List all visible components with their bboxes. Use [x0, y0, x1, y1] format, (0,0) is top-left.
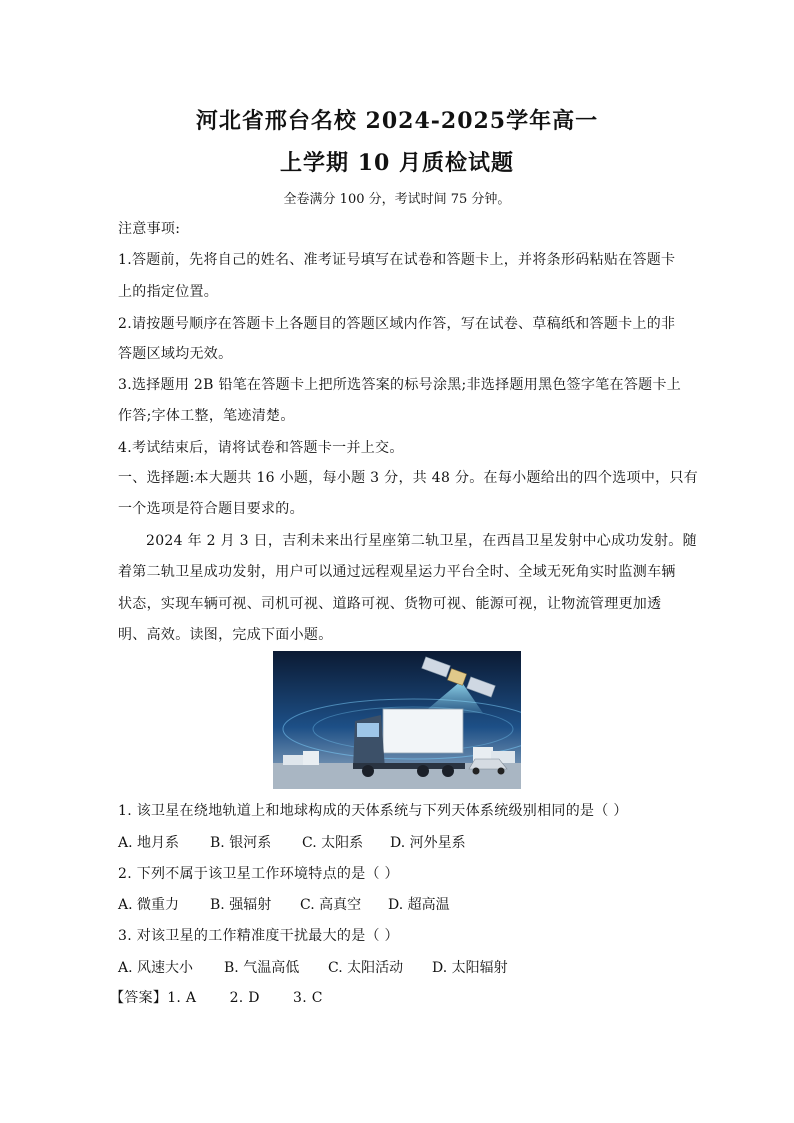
option-b: B. 强辐射	[210, 897, 272, 913]
section-heading: 一、选择题:本大题共 16 小题，每小题 3 分，共 48 分。在每小题给出的四个选项中，只有	[118, 470, 699, 486]
note-line: 1.答题前，先将自己的姓名、准考证号填写在试卷和答题卡上，并将条形码粘贴在答题卡	[118, 252, 676, 268]
question-1-options	[118, 832, 466, 852]
note-line: 上的指定位置。	[118, 284, 219, 300]
option-b: B. 气温高低	[224, 960, 300, 976]
option-a: A. 风速大小	[118, 960, 194, 976]
question-3-options	[118, 957, 508, 977]
truck-icon	[353, 709, 465, 777]
option-c: C. 太阳活动	[328, 960, 404, 976]
option-c: C. 高真空	[300, 897, 362, 913]
option-d: D. 超高温	[388, 897, 450, 913]
exam-title-line1: 河北省邢台名校 2024-2025学年高一	[195, 108, 599, 134]
note-line: 2.请按题号顺序在答题卡上各题目的答题区域内作答，写在试卷、草稿纸和答题卡上的非	[118, 316, 676, 332]
option-d: D. 河外星系	[390, 835, 466, 851]
notes-heading: 注意事项:	[118, 221, 181, 237]
option-b: B. 银河系	[210, 835, 272, 851]
option-a: A. 地月系	[118, 835, 180, 851]
passage-line: 2024 年 2 月 3 日，吉利未来出行星座第二轨卫星，在西昌卫星发射中心成功发射。随	[146, 533, 697, 549]
exam-title-line2: 上学期 10 月质检试题	[280, 150, 514, 176]
question-2-stem: 2. 下列不属于该卫星工作环境特点的是（ ）	[118, 866, 399, 882]
note-line: 作答;字体工整，笔迹清楚。	[118, 408, 295, 424]
question-1-stem: 1. 该卫星在绕地轨道上和地球构成的天体系统与下列天体系统级别相同的是（ ）	[118, 803, 628, 819]
section-heading-cont: 一个选项是符合题目要求的。	[118, 501, 304, 517]
exam-subtitle: 全卷满分 100 分，考试时间 75 分钟。	[283, 192, 511, 207]
option-c: C. 太阳系	[302, 835, 364, 851]
option-a: A. 微重力	[118, 897, 180, 913]
note-line: 3.选择题用 2B 铅笔在答题卡上把所选答案的标号涂黑;非选择题用黑色签字笔在答题卡上	[118, 377, 682, 393]
note-line: 4.考试结束后，请将试卷和答题卡一并上交。	[118, 440, 404, 456]
satellite-truck-image	[273, 651, 521, 789]
passage-line: 着第二轨卫星成功发射，用户可以通过远程观星运力平台全时、全域无死角实时监测车辆	[118, 564, 676, 580]
question-2-options	[118, 894, 450, 914]
option-d: D. 太阳辐射	[432, 960, 508, 976]
note-line: 答题区域均无效。	[118, 346, 233, 362]
answer-line	[110, 987, 323, 1007]
passage-line: 明、高效。读图，完成下面小题。	[118, 627, 333, 643]
question-3-stem: 3. 对该卫星的工作精准度干扰最大的是（ ）	[118, 928, 399, 944]
answer-values: 1. A 2. D 3. C	[167, 990, 323, 1006]
answer-label: 【答案】	[110, 990, 168, 1006]
passage-line: 状态，实现车辆可视、司机可视、道路可视、货物可视、能源可视，让物流管理更加透	[118, 596, 662, 612]
